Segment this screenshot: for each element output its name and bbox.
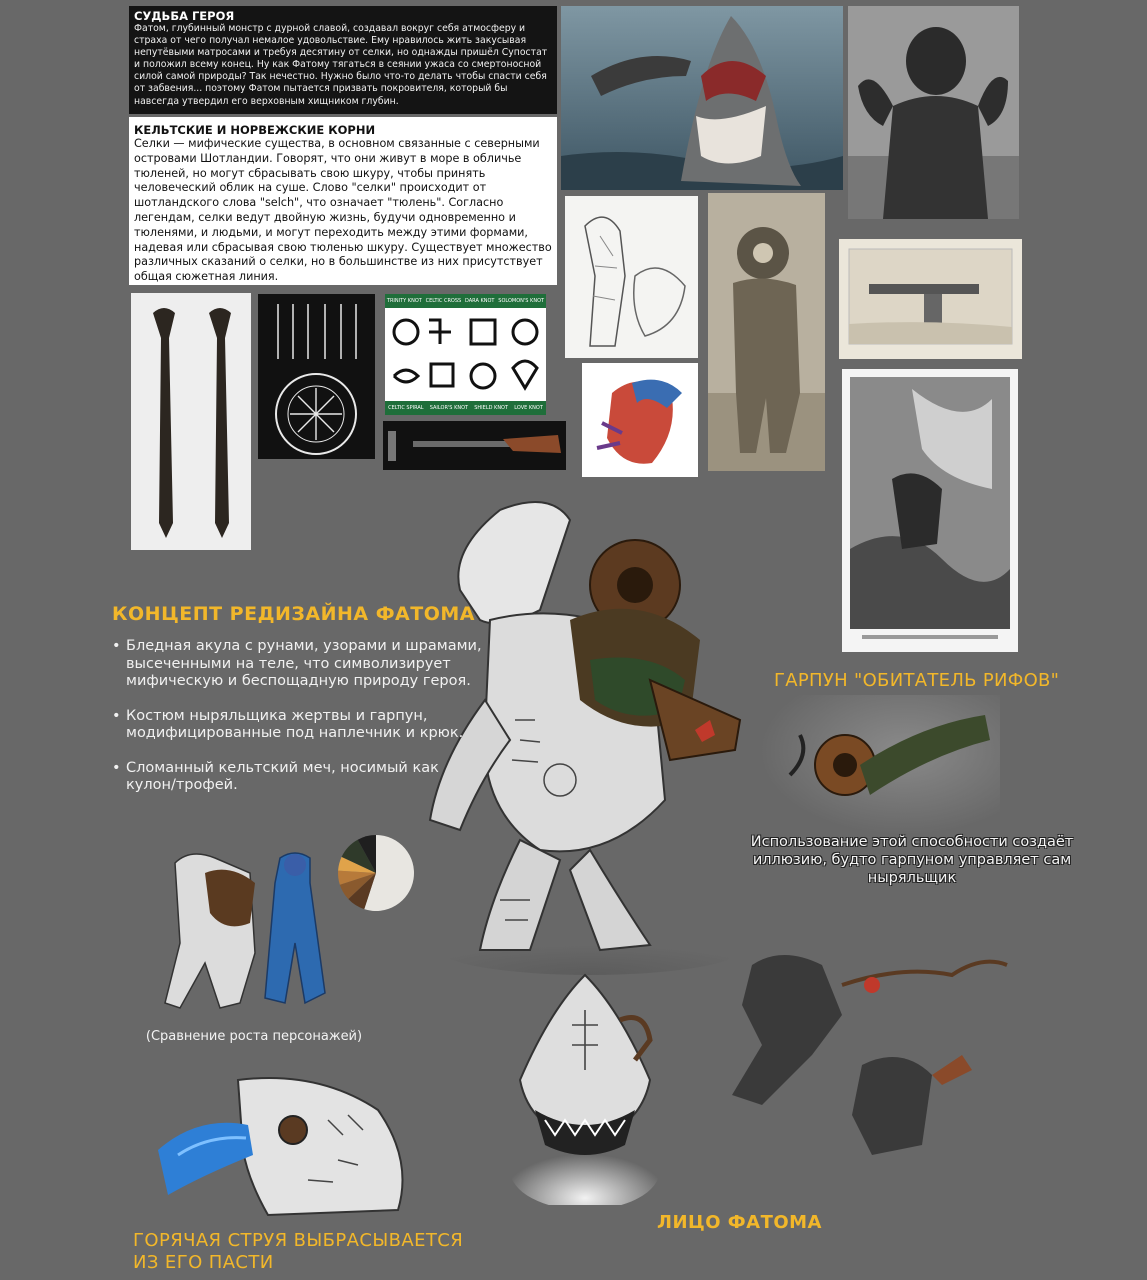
sword-photo [131, 293, 251, 550]
celtic-knots-chart [385, 294, 546, 415]
whaling-engraving [842, 369, 1018, 652]
fate-title: СУДЬБА ГЕРОЯ [134, 9, 235, 23]
harpoon-silhouettes [722, 925, 1012, 1165]
knot-label: CELTIC CROSS [425, 298, 462, 304]
knot-label: DARA KNOT [465, 298, 495, 304]
harpoon-gun-photo [383, 421, 566, 470]
face-title: ЛИЦО ФАТОМА [657, 1212, 822, 1233]
knot-label: SHIELD KNOT [474, 405, 509, 411]
fate-panel [129, 6, 557, 114]
fathom-face-art [500, 970, 670, 1205]
knot-labels-top [385, 294, 546, 308]
creature-photo [848, 6, 1019, 219]
harpoon-title: ГАРПУН "ОБИТАТЕЛЬ РИФОВ" [774, 670, 1060, 691]
roots-panel [129, 117, 557, 285]
harpoon-ability-art [760, 695, 1000, 835]
monster-illustration [582, 363, 698, 477]
height-caption: (Сравнение роста персонажей) [145, 1029, 363, 1044]
harpoon-gun-drawing [839, 239, 1022, 359]
concept-bullet: • Сломанный кельтский меч, носимый как кулон/трофей. [112, 760, 482, 795]
knot-label: SAILOR'S KNOT [429, 405, 469, 411]
knot-label: CELTIC SPIRAL [388, 405, 424, 411]
harpoon-caption: Использование этой способности создаёт иллюзию, будто гарпуном управляет сам ныряльщик [750, 834, 1074, 886]
roots-title: КЕЛЬТСКИЕ И НОРВЕЖСКИЕ КОРНИ [134, 123, 376, 137]
jet-title: ГОРЯЧАЯ СТРУЯ ВЫБРАСЫВАЕТСЯ ИЗ ЕГО ПАСТИ [133, 1230, 464, 1273]
diver-photo [708, 193, 825, 471]
shark-photo [561, 6, 843, 190]
fate-text: Фатом, глубинный монстр с дурной славой, создавал вокруг себя атмосферу и страха от чего получал немалое удовольствие. Ему нравилось жить закусывая непутёвыми матросами и требуя десятину от селки, но однажды пришёл Супостат и положил всему конец. Ну как Фатому тягаться в сеянии ужаса со смертоносной силой самой природы? Так нечестно. Нужно было что-то делать чтобы спасти себя от забвения... поэтому Фатом пытается призвать покровителя, который бы навсегда утвердил его верховным хищником глубин. [134, 23, 548, 107]
knot-label: SOLOMON'S KNOT [498, 298, 545, 304]
concept-bullet: • Бледная акула с рунами, узорами и шрамами, высеченными на теле, что символизирует мифическую и беспощадную природу героя. [112, 638, 482, 691]
height-comparison-art [160, 843, 332, 1018]
roots-text: Селки — мифические существа, в основном связанные с северными островами Шотландии. Говорят, что они живут в море в обличье тюленей, но могут сбрасывать свою шкуру, чтобы принять человеческий облик на суше. Слово "селки" происходит от шотландского слова "selch", что означает "тюлень". Согласно легендам, селки ведут двойную жизнь, будучи одновременно и тюленями, и людьми, и могут переходить между этими формами, надевая или сбрасывая свою тюленью шкуру. Существует множество различных сказаний о селки, но в большинстве из них присутствует общая сюжетная линия. [134, 137, 552, 284]
knot-label: TRINITY KNOT [386, 298, 422, 304]
sketch-reference [565, 196, 698, 358]
knot-label: LOVE KNOT [514, 405, 543, 411]
concept-bullets [112, 638, 482, 812]
concept-bullet: • Костюм ныряльщика жертвы и гарпун, модифицированные под наплечник и крюк. [112, 708, 482, 743]
knot-labels-bottom [385, 401, 546, 415]
hot-jet-art [158, 1070, 418, 1220]
runes-image [258, 294, 375, 459]
color-palette-wheel [337, 834, 415, 912]
concept-title: КОНЦЕПТ РЕДИЗАЙНА ФАТОМА [112, 603, 475, 625]
